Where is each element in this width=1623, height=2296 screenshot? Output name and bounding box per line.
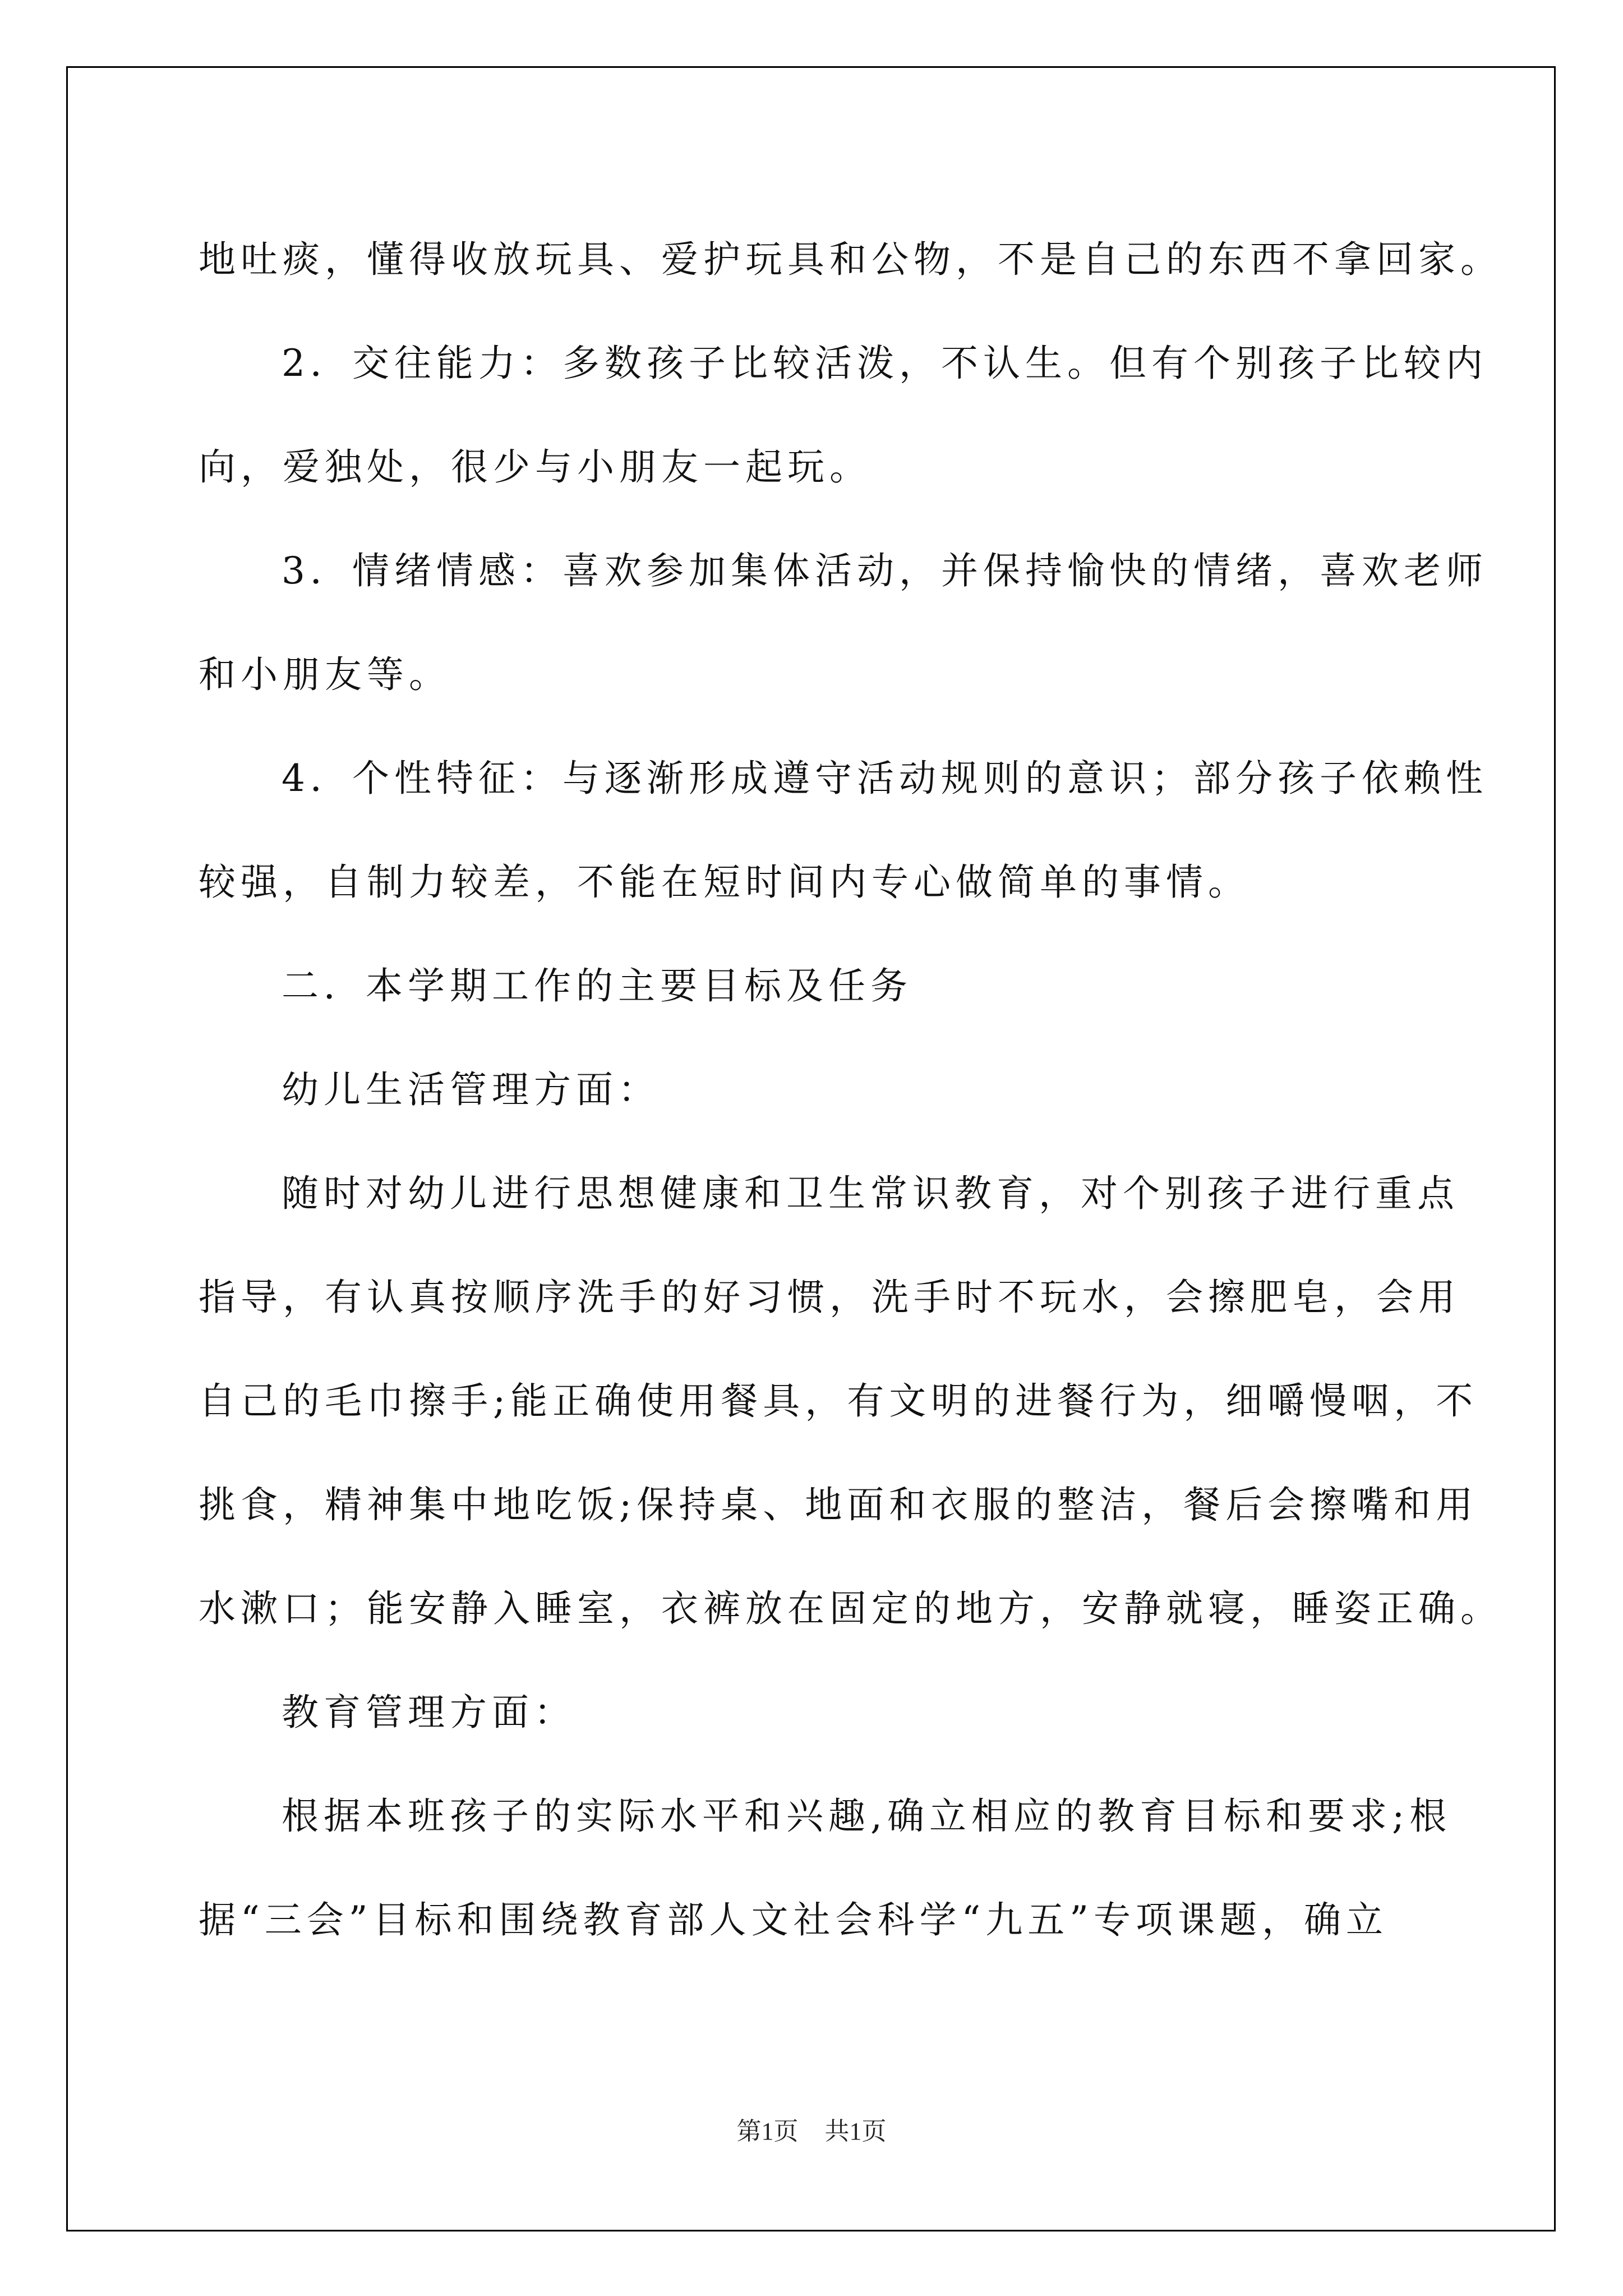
page-number-total: 共1页 bbox=[824, 2118, 887, 2145]
section-heading: 二．本学期工作的主要目标及任务 bbox=[282, 964, 912, 1007]
body-line-10: 随时对幼儿进行思想健康和卫生常识教育，对个别孩子进行重点 bbox=[282, 1172, 1459, 1215]
subheading-education-management: 教育管理方面： bbox=[282, 1691, 576, 1734]
body-line-13: 挑食，精神集中地吃饭;保持桌、地面和衣服的整洁，餐后会擦嘴和用 bbox=[199, 1483, 1478, 1526]
body-line-16: 根据本班孩子的实际水平和兴趣,确立相应的教育目标和要求;根 bbox=[282, 1795, 1452, 1838]
body-line-6: 4．个性特征：与逐渐形成遵守活动规则的意识；部分孩子依赖性 bbox=[282, 757, 1488, 800]
body-line-1: 地吐痰，懂得收放玩具、爱护玩具和公物，不是自己的东西不拿回家。 bbox=[199, 238, 1502, 281]
subheading-life-management: 幼儿生活管理方面： bbox=[282, 1068, 660, 1111]
body-line-7: 较强，自制力较差，不能在短时间内专心做简单的事情。 bbox=[199, 861, 1250, 904]
page-footer bbox=[0, 2115, 1623, 2148]
body-line-14: 水漱口；能安静入睡室，衣裤放在固定的地方，安静就寝，睡姿正确。 bbox=[199, 1587, 1502, 1630]
body-line-3: 向，爱独处，很少与小朋友一起玩。 bbox=[199, 445, 872, 489]
page-number-current: 第1页 bbox=[736, 2118, 799, 2145]
body-line-12: 自己的毛巾擦手;能正确使用餐具，有文明的进餐行为，细嚼慢咽，不 bbox=[199, 1379, 1478, 1423]
body-line-11: 指导，有认真按顺序洗手的好习惯，洗手时不玩水，会擦肥皂，会用 bbox=[199, 1276, 1460, 1319]
body-line-17: 据“三会”目标和围绕教育部人文社会科学“九五”专项课题，确立 bbox=[199, 1898, 1388, 1941]
body-line-4: 3．情绪情感：喜欢参加集体活动，并保持愉快的情绪，喜欢老师 bbox=[282, 549, 1488, 592]
body-line-2: 2．交往能力：多数孩子比较活泼，不认生。但有个别孩子比较内 bbox=[282, 342, 1488, 385]
body-line-5: 和小朋友等。 bbox=[199, 653, 451, 696]
